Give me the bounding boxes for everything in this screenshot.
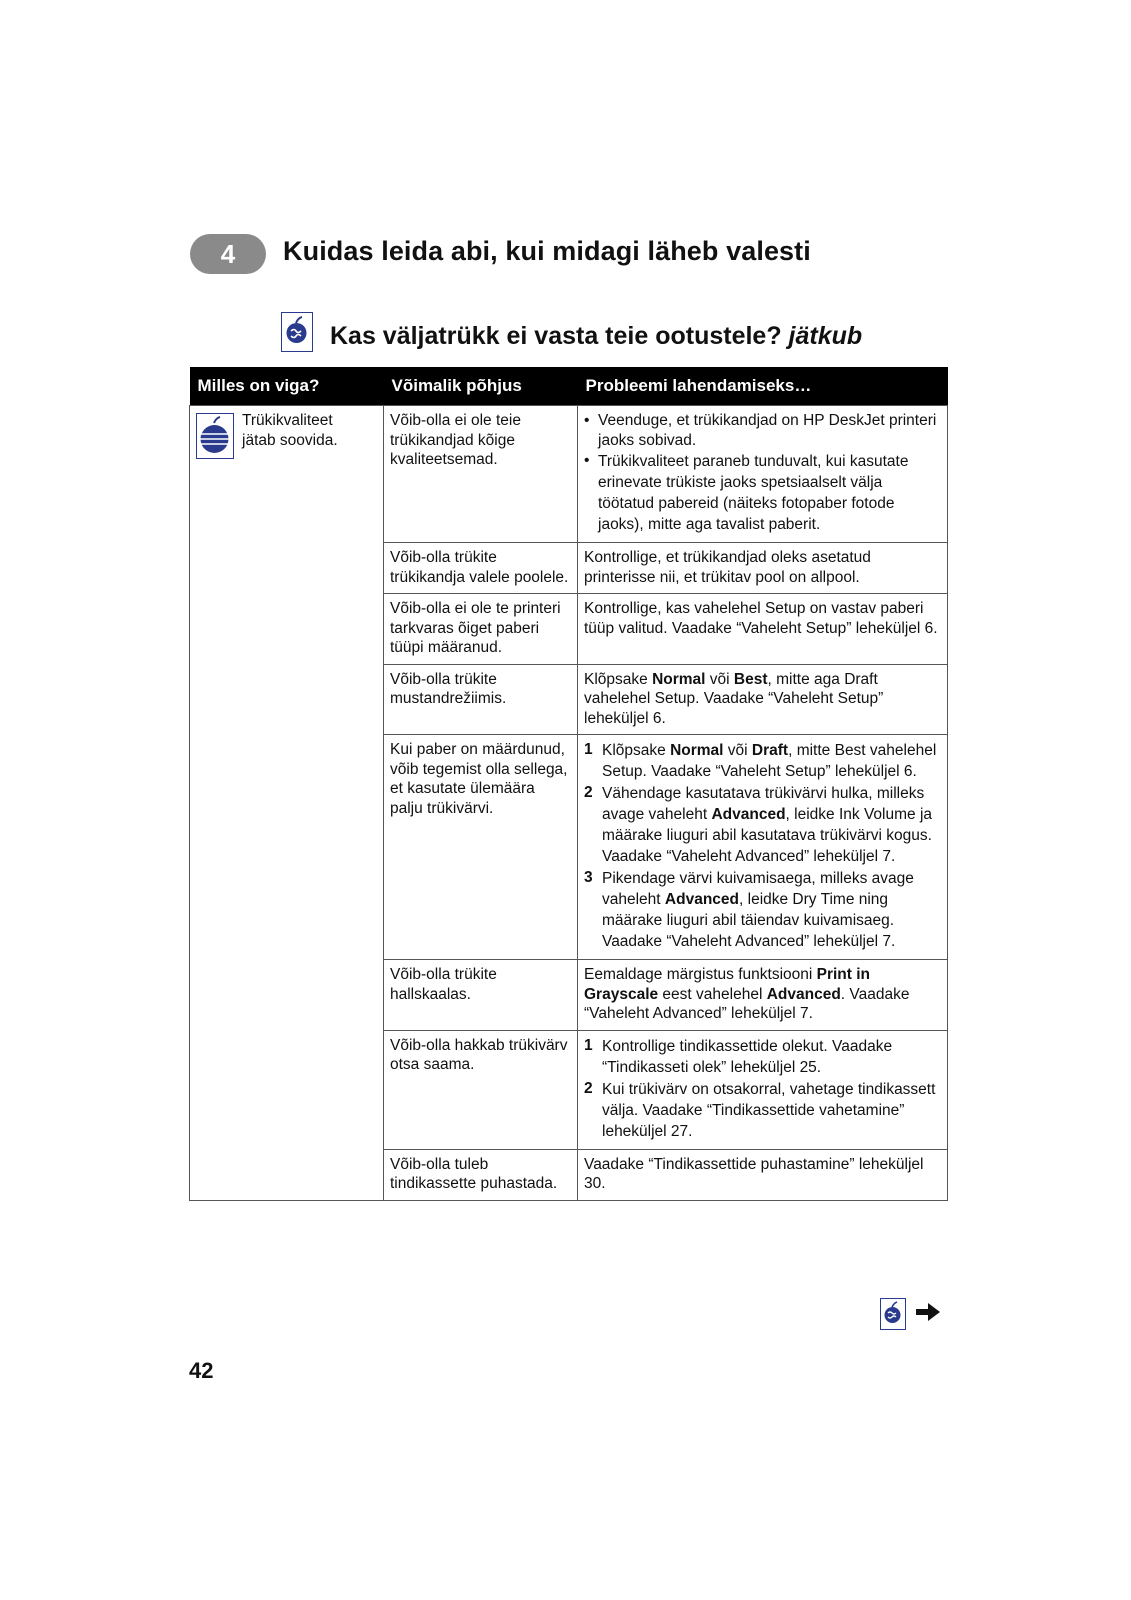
solution-cell: Kontrollige, kas vahelehel Setup on vastav paberi tüüp valitud. Vaadake “Vaheleht Setup” leheküljel 6. <box>578 594 948 665</box>
apple-help-icon <box>281 312 313 352</box>
solution-cell <box>578 735 948 960</box>
symptom-line-1: Trükikvaliteet <box>242 412 333 429</box>
list-item: • Veenduge, et trükikandjad on HP DeskJet printeri jaoks sobivad. <box>584 411 941 450</box>
step-number: 1 <box>584 741 593 758</box>
solution-text: Eemaldage märgistus funktsiooni <box>584 966 817 983</box>
solution-text: eest vahelehel <box>658 985 767 1003</box>
chapter-title: Kuidas leida abi, kui midagi läheb valesti <box>283 236 811 266</box>
solution-cell <box>578 406 948 543</box>
section-title-text: Kas väljatrükk ei vasta teie ootustele? <box>330 322 782 350</box>
table-header-row <box>190 367 948 406</box>
cause-cell: Kui paber on määrdunud, võib tegemist olla sellega, et kasutate ülemäära palju trükivärvi. <box>384 735 578 960</box>
list-item: • Trükikvaliteet paraneb tunduvalt, kui kasutate erinevate trükiste jaoks spetsiaalselt välja töötatud pabereid (näiteks fotopaber fotode jaoks), mitte aga tavalist paberit. <box>584 451 941 535</box>
solution-bold-normal: Normal <box>652 670 706 688</box>
symptom-line-2: jätab soovida. <box>242 431 338 449</box>
solution-cell <box>578 960 948 1031</box>
header-cause: Võimalik põhjus <box>384 367 578 406</box>
bullet-text: Veenduge, et trükikandjad on HP DeskJet printeri jaoks sobivad. <box>598 412 937 449</box>
apple-help-icon <box>880 1298 906 1330</box>
step-text: Pikendage värvi kuivamisaega, milleks avage vaheleht <box>602 870 914 908</box>
header-problem: Milles on viga? <box>190 367 384 406</box>
solution-cell: Kontrollige, et trükikandjad oleks asetatud printerisse nii, et trükitav pool on allpool. <box>578 543 948 594</box>
list-item <box>584 783 941 867</box>
bullet-text: Trükikvaliteet paraneb tunduvalt, kui kasutate erinevate trükiste jaoks spetsiaalselt välja töötatud pabereid (näiteks fotopaber fotode jaoks), mitte aga tavalist paberit. <box>598 453 909 533</box>
solution-text: . Vaadake “Vaheleht Advanced” leheküljel 7. <box>584 985 910 1022</box>
step-bold: Draft <box>751 742 789 759</box>
step-bold: Advanced <box>711 806 786 823</box>
cause-cell: Võib-olla ei ole teie trükikandjad kõige kvaliteetsemad. <box>384 406 578 543</box>
step-text: Kontrollige tindikassettide olekut. Vaadake “Tindikasseti olek” leheküljel 25. <box>602 1037 893 1076</box>
solution-text: või <box>705 670 734 688</box>
list-item <box>584 868 941 952</box>
solution-text: , mitte aga Draft vahelehel Setup. Vaadake “Vaheleht Setup” leheküljel 6. <box>584 670 884 727</box>
step-number: 1 <box>584 1036 593 1054</box>
list-item <box>584 1079 941 1142</box>
step-text: , leidke Dry Time ning määrake liuguri abil täiendav kuivamisaeg. Vaadake “Vaheleht Advanced” leheküljel 7. <box>602 891 896 950</box>
chapter-number-badge: 4 <box>190 234 266 274</box>
cause-cell: Võib-olla trükite trükikandja valele poolele. <box>384 543 578 594</box>
troubleshooting-table <box>189 367 948 1201</box>
step-bold: Normal <box>670 742 724 759</box>
symptom-cell <box>190 406 384 1201</box>
step-text: Vähendage kasutatava trükivärvi hulka, milleks avage vaheleht <box>602 785 925 823</box>
solution-bold-advanced: Advanced <box>766 985 841 1003</box>
solution-bold-print-in-grayscale: Print in Grayscale <box>584 966 871 1003</box>
cause-cell: Võib-olla hakkab trükivärv otsa saama. <box>384 1030 578 1149</box>
solution-text: Klõpsake <box>584 670 653 688</box>
header-solution: Probleemi lahendamiseks… <box>578 367 948 406</box>
step-text: Klõpsake <box>602 742 671 759</box>
page-number: 42 <box>189 1358 214 1383</box>
step-bold: Advanced <box>664 891 740 908</box>
solution-bold-best: Best <box>733 670 768 688</box>
list-item <box>584 1036 941 1078</box>
step-number: 2 <box>584 784 593 801</box>
step-number: 2 <box>584 1079 593 1097</box>
cause-cell: Võib-olla trükite hallskaalas. <box>384 960 578 1031</box>
step-number: 3 <box>584 869 593 886</box>
list-item <box>584 740 941 782</box>
table-row <box>190 406 948 543</box>
section-title <box>330 322 862 351</box>
section-title-suffix: jätkub <box>788 322 863 350</box>
step-text: või <box>723 742 752 759</box>
cause-cell: Võib-olla ei ole te printeri tarkvaras õiget paberi tüüpi määranud. <box>384 594 578 665</box>
cause-cell: Võib-olla tuleb tindikassette puhastada. <box>384 1149 578 1200</box>
cause-cell: Võib-olla trükite mustandrežiimis. <box>384 664 578 735</box>
step-text: Kui trükivärv on otsakorral, vahetage tindikassett välja. Vaadake “Tindikassettide vahetamine” leheküljel 27. <box>602 1080 936 1140</box>
solution-cell: Vaadake “Tindikassettide puhastamine” leheküljel 30. <box>578 1149 948 1200</box>
apple-quality-icon <box>196 413 234 459</box>
step-text: , leidke Ink Volume ja määrake liuguri abil kasutatava trükivärvi kogus. Vaadake “Vaheleht Advanced” leheküljel 7. <box>602 806 933 865</box>
solution-cell <box>578 1030 948 1149</box>
arrow-right-icon[interactable] <box>914 1300 942 1324</box>
solution-cell <box>578 664 948 735</box>
step-text: , mitte Best vahelehel Setup. Vaadake “Vaheleht Setup” leheküljel 6. <box>602 742 937 780</box>
